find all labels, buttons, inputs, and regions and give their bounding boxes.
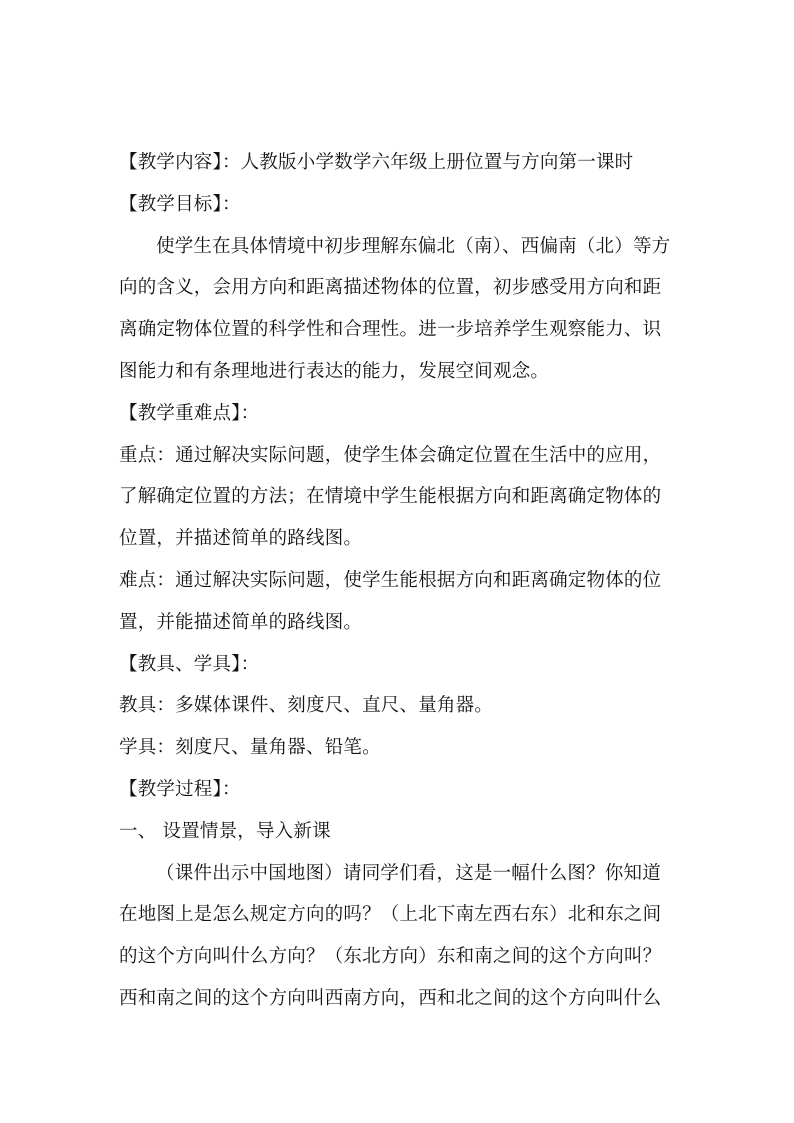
difficulty-line-2: 置，并能描述简单的路线图。: [119, 611, 363, 633]
teaching-content-line: 【教学内容】：人教版小学数学六年级上册位置与方向第一课时: [119, 152, 634, 173]
difficulty-line-1: 难点：通过解决实际问题，使学生能根据方向和距离确定物体的位: [119, 569, 662, 591]
key-points-heading: 【教学重难点】：: [119, 402, 260, 424]
document-body: [119, 142, 675, 1020]
goals-paragraph-line-3: 离确定物体位置的科学性和合理性。进一步培养学生观察能力、识: [119, 319, 662, 341]
key-point-line-3: 位置，并描述简单的路线图。: [119, 528, 363, 550]
process-paragraph-line-1: （课件出示中国地图）请同学们看，这是一幅什么图？你知道: [156, 862, 661, 884]
tools-heading: 【教具、学具】：: [119, 653, 260, 675]
goals-paragraph-line-2: 向的含义，会用方向和距离描述物体的位置，初步感受用方向和距: [119, 277, 662, 299]
key-point-line-2: 了解确定位置的方法；在情境中学生能根据方向和距离确定物体的: [119, 486, 662, 508]
section-one-heading: 一、 设置情景，导入新课: [119, 820, 331, 842]
goals-paragraph-line-1: 使学生在具体情境中初步理解东偏北（南）、西偏南（北）等方: [156, 235, 671, 257]
teaching-process-heading: 【教学过程】：: [119, 778, 241, 800]
student-tools-line: 学具：刻度尺、量角器、铅笔。: [119, 737, 381, 759]
goals-paragraph-line-4: 图能力和有条理地进行表达的能力，发展空间观念。: [119, 360, 550, 382]
key-point-line-1: 重点：通过解决实际问题，使学生体会确定位置在生活中的应用，: [119, 444, 662, 466]
process-paragraph-line-4: 西和南之间的这个方向叫西南方向，西和北之间的这个方向叫什么: [119, 987, 662, 1009]
teacher-tools-line: 教具：多媒体课件、刻度尺、直尺、量角器。: [119, 695, 494, 717]
process-paragraph-line-3: 的这个方向叫什么方向？（东北方向）东和南之间的这个方向叫？: [119, 946, 662, 968]
teaching-goals-heading: 【教学目标】：: [119, 193, 241, 215]
process-paragraph-line-2: 在地图上是怎么规定方向的吗？（上北下南左西右东）北和东之间: [119, 904, 662, 926]
